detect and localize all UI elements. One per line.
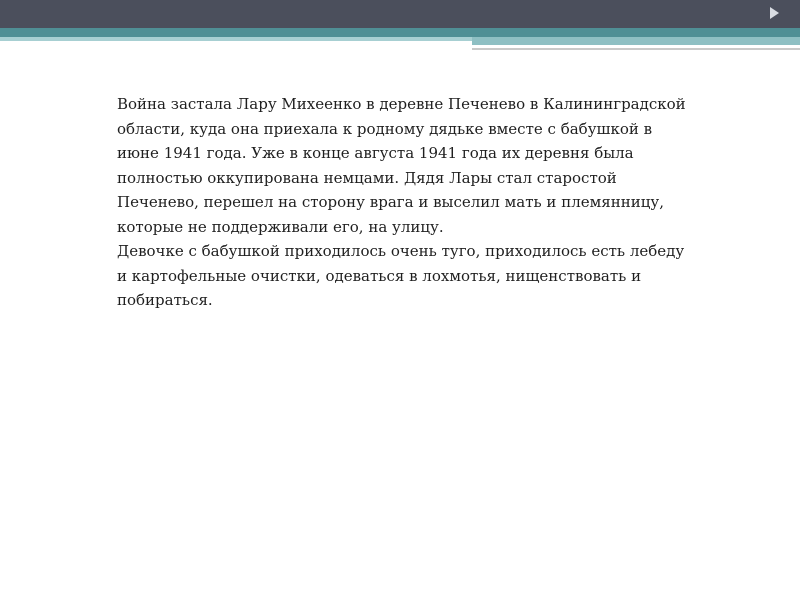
header-stripe-teal [0, 28, 800, 37]
paragraph-2: Девочке с бабушкой приходилось очень туго, приходилось есть лебеду и картофельные очистки, одеваться в лохмотья, нищенствовать и побираться. [117, 242, 685, 309]
header-accent-line [472, 48, 800, 50]
triangle-arrow-icon [770, 7, 779, 19]
header-bar [0, 0, 800, 28]
paragraph-1: Война застала Лару Михеенко в деревне Печенево в Калининградской области, куда она приехала к родному дядьке вместе с бабушкой в июне 1941 года. Уже в конце августа 1941 года их деревня была полностью оккупирована немцами. Дядя Лары стал старостой Печенево, перешел на сторону врага и выселил мать и племянницу, которые не поддерживали его, на улицу. [117, 95, 686, 236]
header-accent-block [472, 37, 800, 45]
slide-body-text [117, 92, 692, 313]
